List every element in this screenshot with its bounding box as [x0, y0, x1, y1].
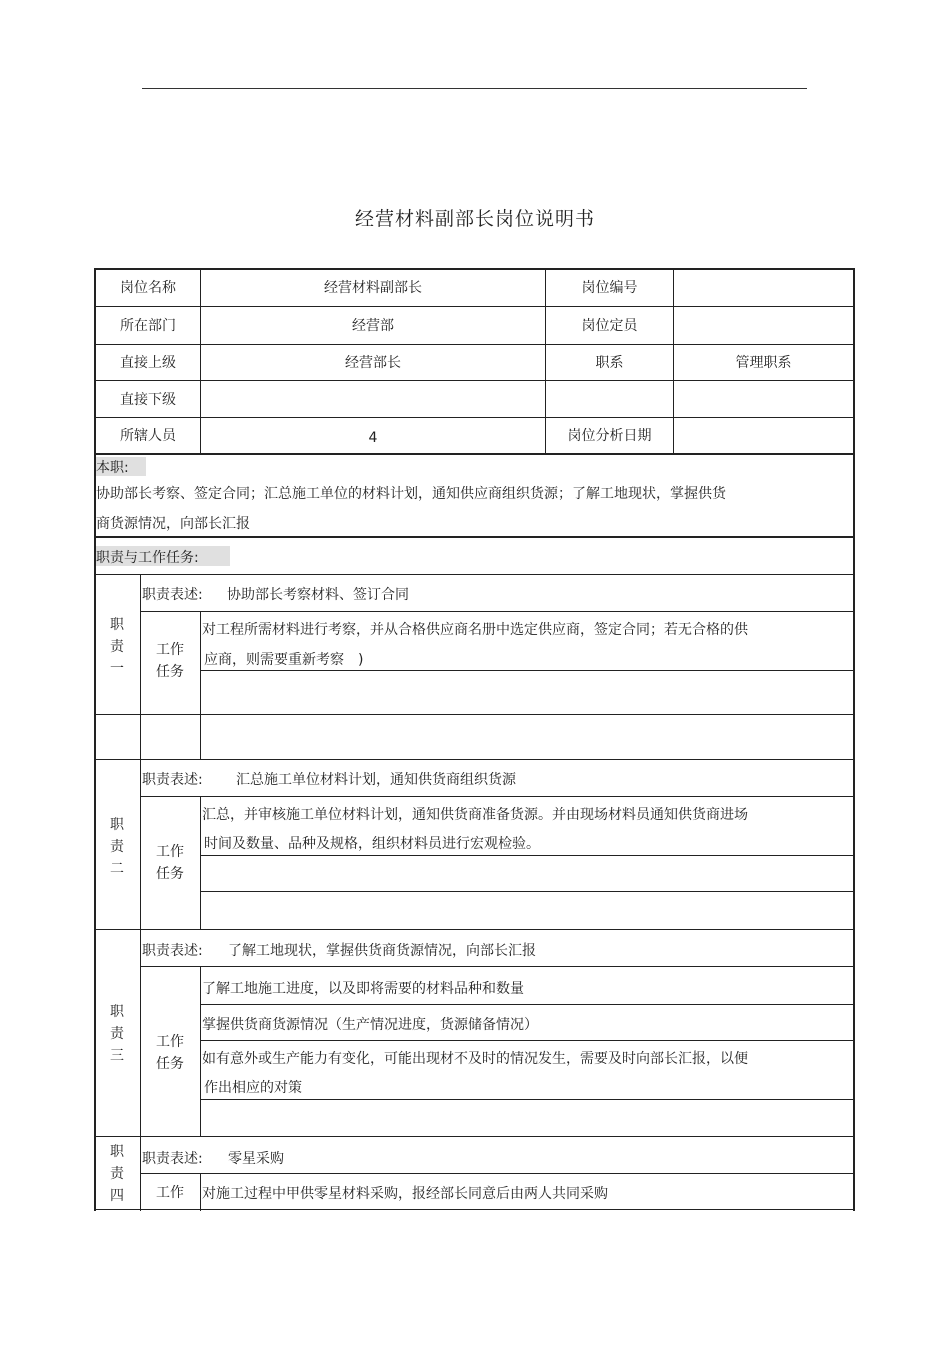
responsibility-2-desc: 汇总施工单位材料计划，通知供货商组织货源	[236, 772, 516, 788]
responsibility-1-task-1-line1: 对工程所需材料进行考察，并从合格供应商名册中选定供应商，签定合同；若无合格的供	[202, 622, 748, 638]
responsibility-3-task-label: 工作 任务	[156, 1034, 184, 1072]
responsibility-3-desc: 了解工地现状，掌握供货商货源情况，向部长汇报	[228, 943, 536, 959]
value-headcount	[674, 306, 853, 344]
label-empty	[546, 380, 673, 417]
label-job-family: 职系	[595, 355, 624, 371]
header-rule	[142, 88, 807, 89]
duty-label: 本职:	[96, 460, 129, 476]
label-subordinate: 直接下级	[120, 391, 176, 408]
responsibilities-header: 职责与工作任务:	[96, 550, 199, 566]
value-department: 经营部	[352, 318, 394, 334]
responsibility-2-task-1-line1: 汇总，并审核施工单位材料计划，通知供货商准备货源。并由现场材料员通知供货商进场	[202, 807, 748, 823]
label-superior: 直接上级	[120, 355, 176, 371]
page-title: 经营材料副部长岗位说明书	[354, 208, 595, 230]
responsibility-1-desc: 协助部长考察材料、签订合同	[227, 587, 409, 603]
label-department: 所在部门	[120, 318, 176, 334]
responsibility-1-task-label: 工作 任务	[156, 642, 184, 680]
responsibility-2-desc-label: 职责表述:	[142, 772, 203, 788]
value-subordinate	[201, 380, 545, 417]
responsibility-1-desc-label: 职责表述:	[142, 587, 203, 603]
value-job-number	[674, 268, 853, 306]
responsibility-4-desc-label: 职责表述:	[142, 1151, 203, 1167]
duty-text-line2: 商货源情况，向部长汇报	[96, 516, 250, 532]
job-description-table	[94, 268, 855, 1211]
label-headcount: 岗位定员	[581, 318, 638, 334]
responsibility-3-desc-label: 职责表述:	[142, 943, 203, 959]
label-job-number: 岗位编号	[581, 280, 638, 296]
value-job-title: 经营材料副部长	[324, 280, 422, 296]
label-staff-count: 所辖人员	[120, 428, 176, 444]
value-staff-count: 4	[368, 430, 378, 446]
value-job-family: 管理职系	[735, 355, 792, 371]
value-empty	[674, 380, 853, 417]
value-analysis-date	[674, 417, 853, 453]
responsibility-3-task-3-line1: 如有意外或生产能力有变化，可能出现材不及时的情况发生，需要及时向部长汇报，以便	[202, 1051, 748, 1067]
responsibility-3-task-1: 了解工地施工进度，以及即将需要的材料品种和数量	[202, 981, 524, 997]
responsibility-2-name: 职 责 二	[110, 817, 124, 877]
responsibility-3-name: 职 责 三	[110, 1004, 124, 1064]
label-analysis-date: 岗位分析日期	[567, 428, 652, 444]
responsibility-4-desc: 零星采购	[228, 1151, 284, 1167]
responsibility-1-task-1-line2: 应商，则需要重新考察 )	[204, 652, 364, 668]
responsibility-4-task-1: 对施工过程中甲供零星材料采购，报经部长同意后由两人共同采购	[202, 1186, 608, 1202]
duty-text-line1: 协助部长考察、签定合同；汇总施工单位的材料计划，通知供应商组织货源；了解工地现状，掌握供货	[96, 486, 726, 502]
responsibility-3-task-3-line2: 作出相应的对策	[204, 1080, 302, 1096]
table-border-right	[853, 268, 855, 1211]
label-job-title: 岗位名称	[120, 280, 176, 296]
value-superior: 经营部长	[345, 355, 401, 371]
responsibility-4-task-label: 工作	[156, 1185, 184, 1201]
responsibility-1-name: 职 责 一	[110, 617, 124, 677]
responsibility-2-task-label: 工作 任务	[156, 844, 184, 882]
responsibility-3-task-2: 掌握供货商货源情况（生产情况进度，货源储备情况）	[202, 1017, 538, 1033]
responsibility-4-name: 职 责 四	[110, 1144, 124, 1204]
responsibility-2-task-1-line2: 时间及数量、品种及规格，组织材料员进行宏观检验。	[204, 836, 540, 852]
